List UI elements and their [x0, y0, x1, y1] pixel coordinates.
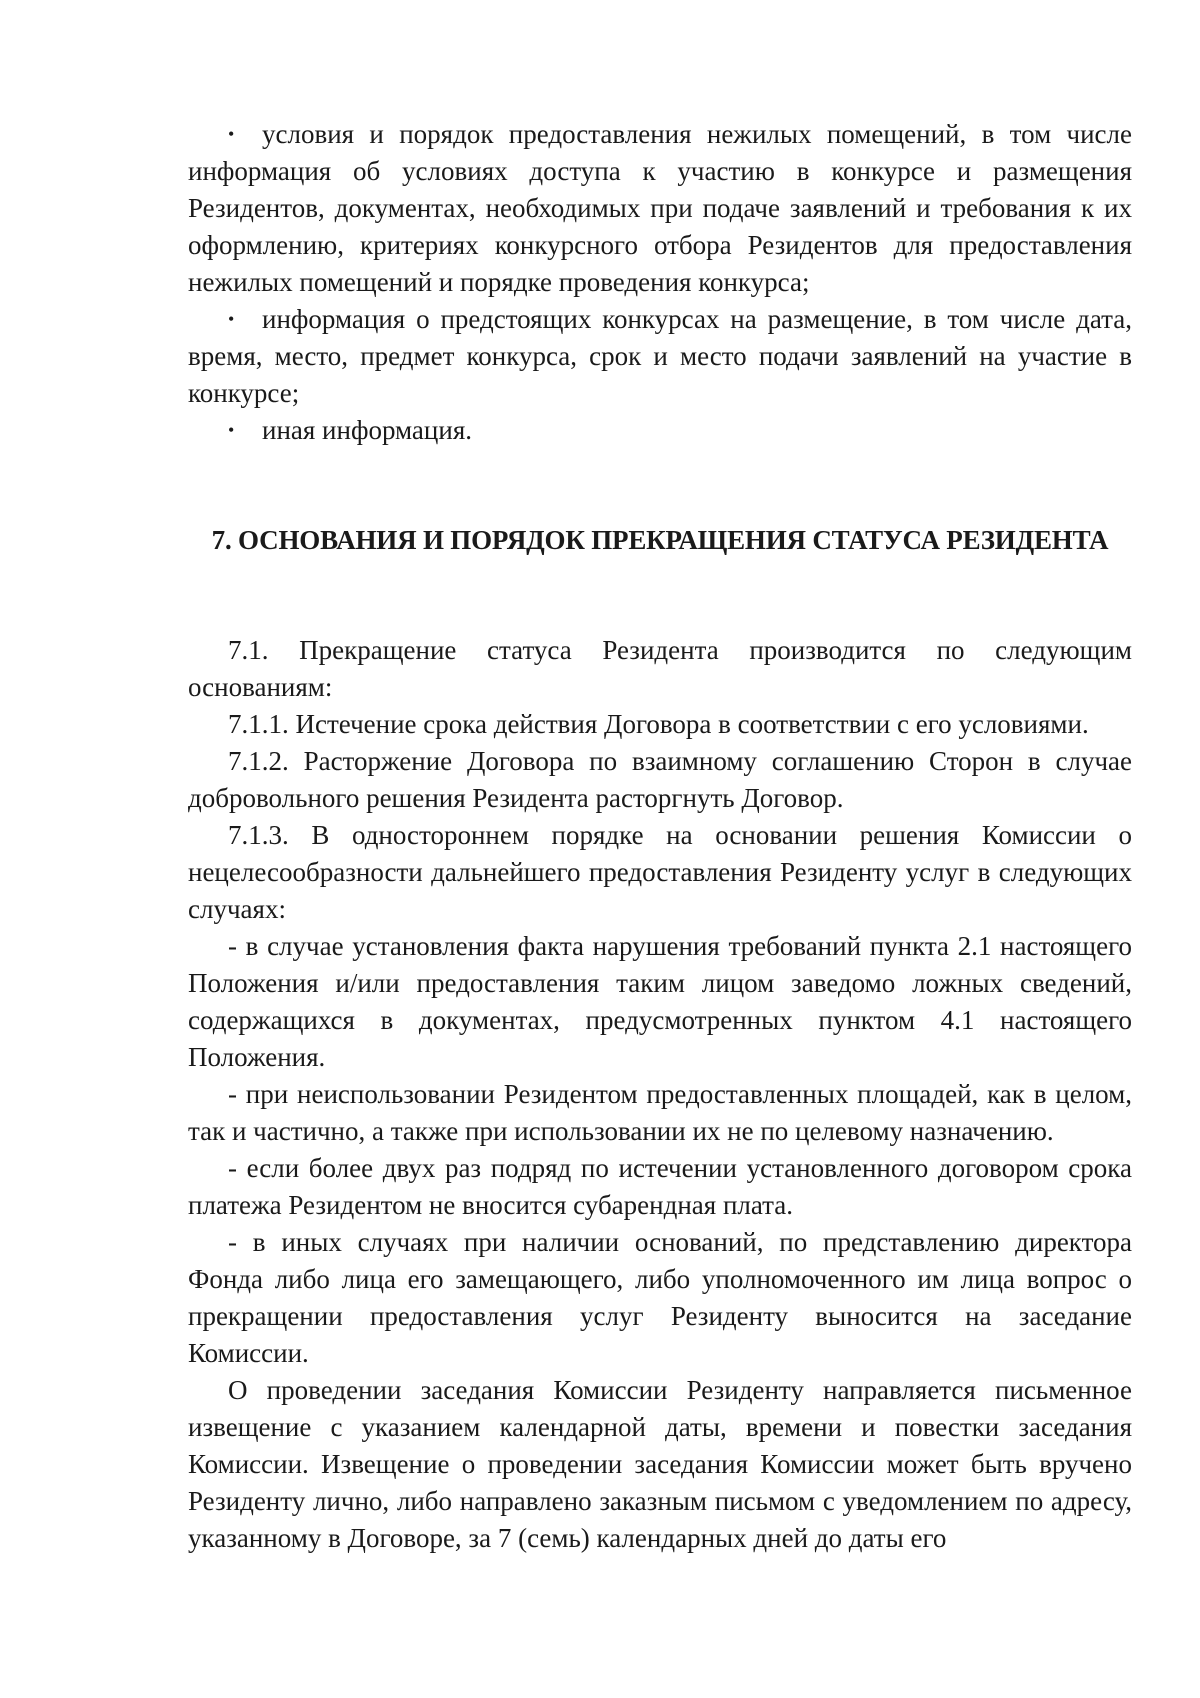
bullet-text-3: иная информация. — [262, 415, 472, 445]
bullet-marker: • — [228, 309, 235, 329]
bullet-item-2 — [188, 301, 1132, 412]
bullet-item-1 — [188, 116, 1132, 301]
case-item-other: - в иных случаях при наличии оснований, по представлению директора Фонда либо лица его замещающего, либо уполномоченного им лица вопрос о прекращении предоставления услуг Резиденту выносится на заседание Комиссии. — [188, 1227, 1132, 1368]
paragraph-7-1-2: 7.1.2. Расторжение Договора по взаимному соглашению Сторон в случае добровольного решения Резидента расторгнуть Договор. — [188, 746, 1132, 813]
bullet-text-1: условия и порядок предоставления нежилых помещений, в том числе информация об условиях доступа к участию в конкурсе и размещения Резидентов, документах, необходимых при подаче заявлений и требования к их оформлению, критериях конкурсного отбора Резидентов для предоставления нежилых помещений и порядке проведения конкурса; — [188, 119, 1132, 297]
case-item-non-payment: - если более двух раз подряд по истечении установленного договором срока платежа Резидентом не вносится субарендная плата. — [188, 1153, 1132, 1220]
document-body — [188, 116, 1132, 1557]
bullet-marker: • — [228, 420, 235, 440]
case-item-violation: - в случае установления факта нарушения требований пункта 2.1 настоящего Положения и/или предоставления таким лицом заведомо ложных сведений, содержащихся в документах, предусмотренных пунктом 4.1 настоящего Положения. — [188, 931, 1132, 1072]
paragraph-7-1: 7.1. Прекращение статуса Резидента производится по следующим основаниям: — [188, 635, 1132, 702]
bullet-item-3 — [188, 412, 1132, 449]
section-title: 7. ОСНОВАНИЯ И ПОРЯДОК ПРЕКРАЩЕНИЯ СТАТУСА РЕЗИДЕНТА — [211, 525, 1109, 555]
paragraph-7-1-1: 7.1.1. Истечение срока действия Договора в соответствии с его условиями. — [228, 709, 1089, 739]
paragraph-notice: О проведении заседания Комиссии Резиденту направляется письменное извещение с указанием календарной даты, времени и повестки заседания Комиссии. Извещение о проведении заседания Комиссии может быть вручено Резиденту лично, либо направлено заказным письмом с уведомлением по адресу, указанному в Договоре, за 7 (семь) календарных дней до даты его — [188, 1375, 1132, 1553]
case-item-non-use: - при неиспользовании Резидентом предоставленных площадей, как в целом, так и частично, а также при использовании их не по целевому назначению. — [188, 1079, 1132, 1146]
bullet-text-2: информация о предстоящих конкурсах на размещение, в том числе дата, время, место, предмет конкурса, срок и место подачи заявлений на участие в конкурсе; — [188, 304, 1132, 408]
paragraph-7-1-3: 7.1.3. В одностороннем порядке на основании решения Комиссии о нецелесообразности дальнейшего предоставления Резиденту услуг в следующих случаях: — [188, 820, 1132, 924]
bullet-marker: • — [228, 124, 235, 144]
